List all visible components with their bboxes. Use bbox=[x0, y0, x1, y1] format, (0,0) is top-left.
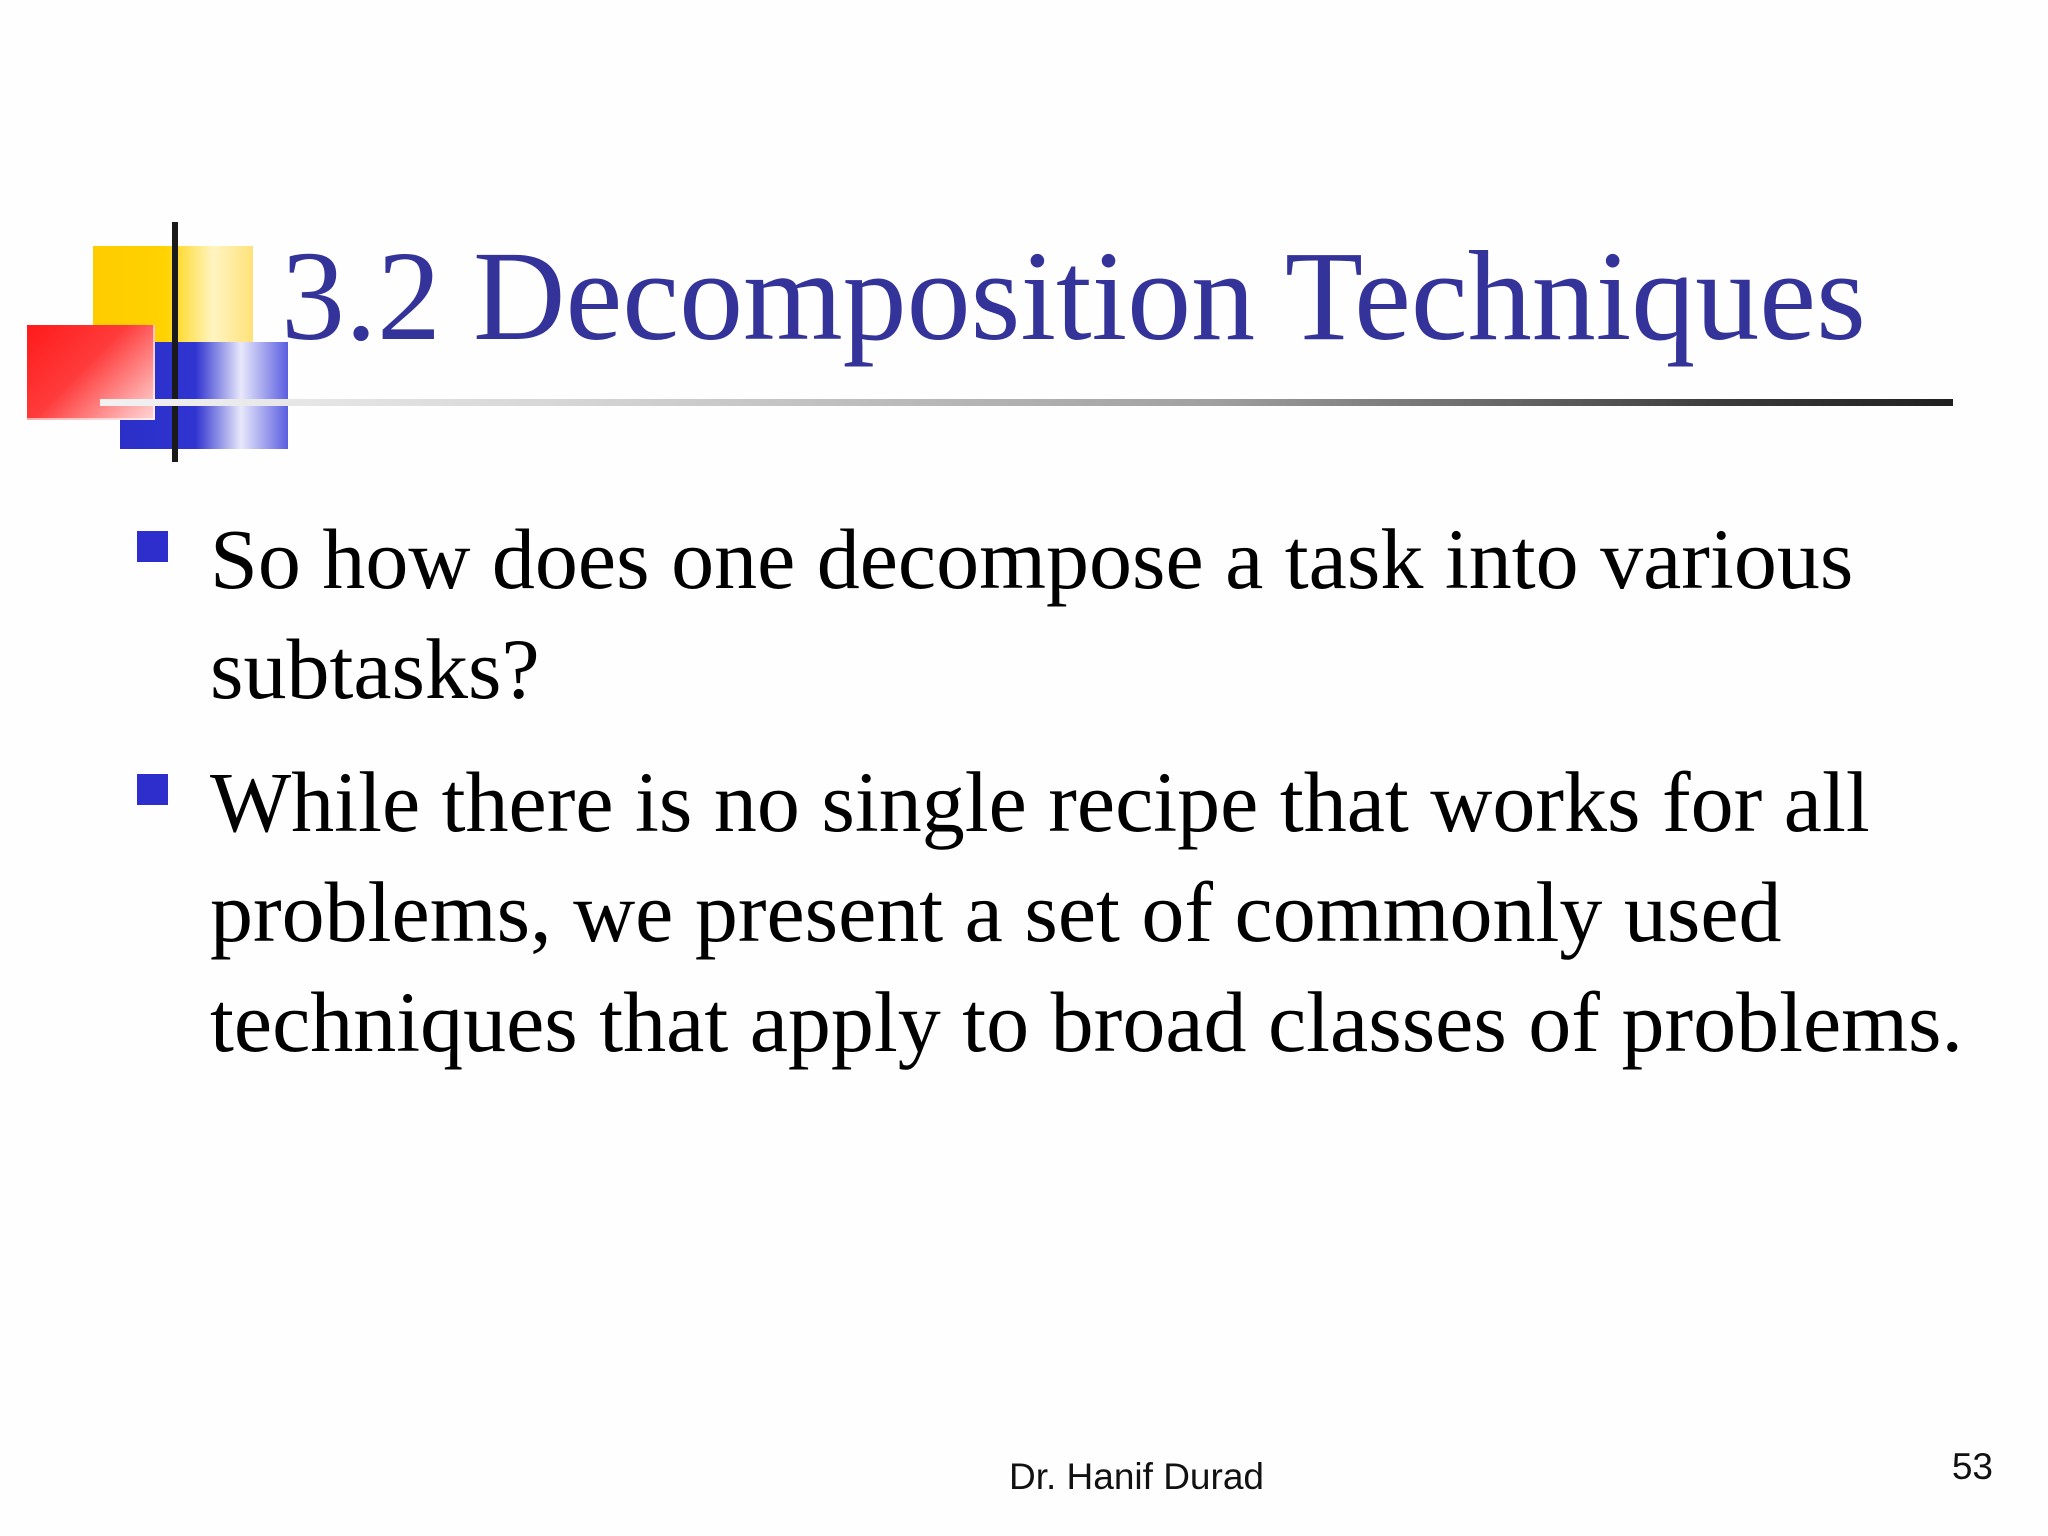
slide-page-number: 53 bbox=[1951, 1446, 1993, 1487]
bullet-text: So how does one decompose a task into various subtasks? bbox=[210, 511, 1854, 717]
square-bullet-icon bbox=[137, 531, 168, 562]
bullet-item bbox=[132, 504, 2002, 724]
bullet-list bbox=[132, 504, 2002, 1100]
bullet-text: While there is no single recipe that works for all problems, we present a set of commonly used techniques that apply to broad classes of problems. bbox=[210, 754, 1964, 1070]
bullet-item bbox=[132, 747, 2002, 1077]
title-underline-divider bbox=[100, 399, 1953, 406]
footer-author: Dr. Hanif Durad bbox=[1009, 1456, 1264, 1497]
decorative-vertical-line bbox=[172, 222, 178, 462]
square-bullet-icon bbox=[137, 774, 168, 805]
slide-title: 3.2 Decomposition Techniques bbox=[281, 225, 1866, 367]
